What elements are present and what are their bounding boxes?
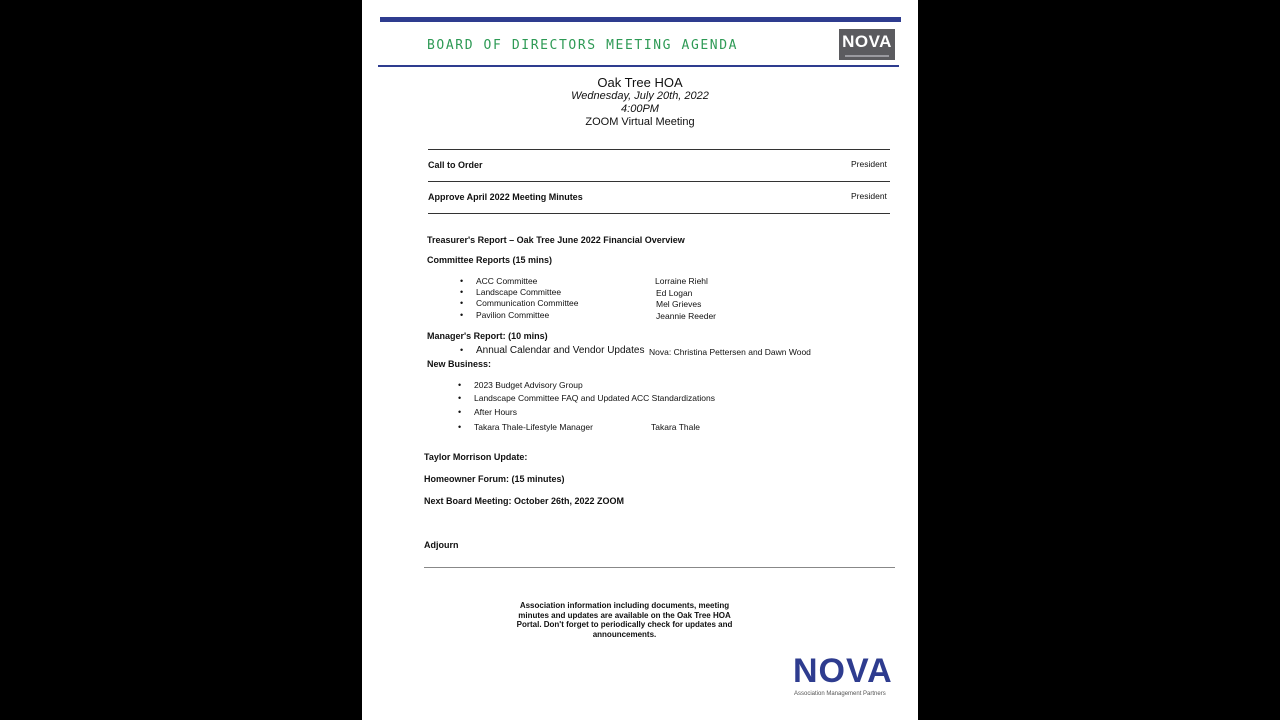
agenda-committee-reports: Committee Reports (15 mins) — [427, 255, 553, 265]
footer-divider — [424, 567, 895, 568]
new-business-person: Takara Thale — [651, 422, 700, 432]
document-page — [362, 0, 918, 720]
committee-person: Ed Logan — [656, 288, 693, 298]
section-divider — [428, 181, 890, 182]
call-to-order-role: President — [851, 159, 887, 169]
agenda-homeowner-forum: Homeowner Forum: (15 minutes) — [424, 474, 565, 484]
committee-item: • Communication Committee — [476, 298, 579, 308]
agenda-title: BOARD OF DIRECTORS MEETING AGENDA — [427, 38, 739, 53]
agenda-manager-report: Manager's Report: (10 mins) — [427, 331, 548, 341]
agenda-next-meeting: Next Board Meeting: October 26th, 2022 ZOOM — [424, 496, 625, 506]
committee-item: • Landscape Committee — [476, 287, 561, 297]
agenda-call-to-order: Call to Order — [428, 160, 483, 170]
nova-logo-small — [839, 29, 895, 60]
header-top-bar — [380, 17, 901, 22]
committee-item: • ACC Committee — [476, 276, 537, 286]
committee-item: • Pavilion Committee — [476, 310, 549, 320]
meeting-location: ZOOM Virtual Meeting — [585, 116, 695, 128]
meeting-time: 4:00PM — [621, 103, 659, 115]
meeting-date: Wednesday, July 20th, 2022 — [571, 90, 709, 102]
nova-tagline: Association Management Partners — [794, 691, 886, 697]
new-business-item: • 2023 Budget Advisory Group — [474, 380, 583, 390]
agenda-approve-minutes: Approve April 2022 Meeting Minutes — [428, 192, 583, 202]
new-business-item: • Landscape Committee FAQ and Updated ACC Standardizations — [474, 393, 715, 403]
manager-person: Nova: Christina Pettersen and Dawn Wood — [649, 347, 811, 357]
section-divider — [428, 213, 890, 214]
committee-person: Mel Grieves — [656, 299, 702, 309]
new-business-item: • Takara Thale-Lifestyle Manager — [474, 422, 593, 432]
logo-underline — [845, 55, 889, 57]
nova-logo-large: NOVA — [793, 652, 893, 690]
agenda-adjourn: Adjourn — [424, 540, 459, 550]
agenda-treasurer-report: Treasurer's Report – Oak Tree June 2022 Financial Overview — [427, 235, 685, 245]
header-bottom-rule — [378, 65, 899, 67]
section-divider — [428, 149, 890, 150]
org-name: Oak Tree HOA — [597, 75, 683, 90]
new-business-item: • After Hours — [474, 407, 517, 417]
agenda-taylor-morrison: Taylor Morrison Update: — [424, 452, 528, 462]
agenda-new-business: New Business: — [427, 359, 492, 369]
portal-notice: Association information including documents, meeting minutes and updates are available on the Oak Tree HOA Portal. Don't forget to periodically check for updates and announcements. — [516, 601, 733, 639]
committee-person: Lorraine Riehl — [655, 276, 708, 286]
approve-minutes-role: President — [851, 191, 887, 201]
manager-item: • Annual Calendar and Vendor Updates — [476, 345, 644, 356]
committee-person: Jeannie Reeder — [656, 311, 717, 321]
logo-text: NOVA — [842, 32, 892, 51]
